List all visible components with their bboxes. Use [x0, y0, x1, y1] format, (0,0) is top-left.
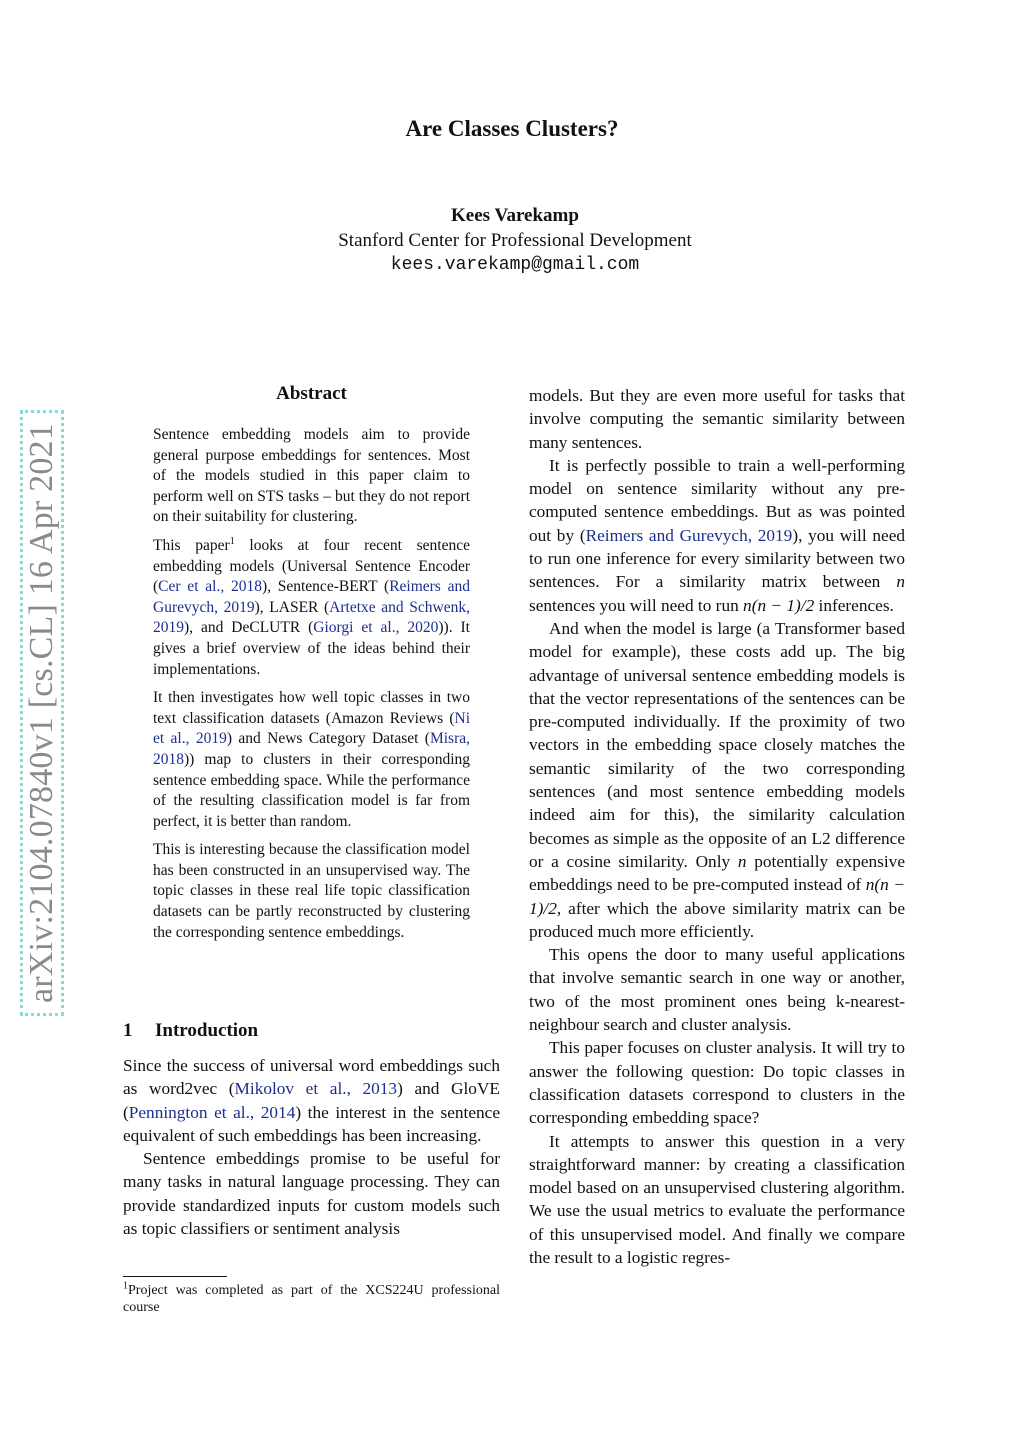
arxiv-identifier: arXiv:2104.07840v1 [cs.CL] 16 Apr 2021	[23, 423, 60, 1003]
citation-link[interactable]: Reimers and Gurevych, 2019	[585, 525, 793, 545]
paper-title: Are Classes Clusters?	[405, 116, 619, 141]
citation-link[interactable]: Mikolov et al., 2013	[234, 1079, 398, 1099]
abstract-paragraph: This is interesting because the classification model has been constructed in an unsupervised way. The topic classes in these real life topic classification datasets can be partly reconstructed by clustering the corresponding sentence embeddings.	[153, 841, 470, 941]
math-expression: n(n − 1)/2	[743, 595, 815, 615]
arxiv-stamp	[20, 410, 64, 1016]
body-paragraph: And when the model is large (a Transformer based model for example), these costs add up. The big advantage of universal sentence embedding models is that the vector representations of the sentences can be pre-computed individually. If the proximity of two vectors in the embedding space closely matches the semantic similarity of the two corresponding sentences (and most sentence embedding models indeed aim for this), the similarity calculation becomes as simple as the opposite of an L2 difference or a cosine similarity. Only n potentially expensive embeddings need to be pre-computed instead of n(n − 1)/2, after which the above similarity matrix can be produced much more efficiently.	[529, 618, 905, 941]
author-affiliation: Stanford Center for Professional Development	[338, 230, 692, 251]
abstract-paragraph: Sentence embedding models aim to provide general purpose embeddings for sentences. Most of the models studied in this paper claim to perform well on STS tasks – but they do not report on their suitability for clustering.	[153, 426, 470, 526]
body-paragraph: It attempts to answer this question in a very straightforward manner: by creating a classification model based on an unsupervised clustering algorithm. We use the usual metrics to evaluate the performance of this unsupervised model. And finally we compare the result to a logistic regres-	[529, 1131, 905, 1267]
author-name: Kees Varekamp	[451, 205, 579, 226]
math-expression: n	[737, 851, 747, 871]
introduction-text	[123, 1054, 500, 1240]
abstract-paragraph: It then investigates how well topic classes in two text classification datasets (Amazon Reviews (Ni et al., 2019) and News Category Dataset (Misra, 2018)) map to clusters in their corresponding sentence embedding space. While the performance of the resulting classification model is far from perfect, it is better than random.	[153, 689, 471, 830]
left-column	[123, 1020, 500, 1240]
citation-link[interactable]: Pennington et al., 2014	[128, 1102, 296, 1122]
abstract-body	[153, 425, 470, 951]
math-expression: n(n − 1)/2	[529, 875, 905, 918]
author-email[interactable]: kees.varekamp@gmail.com	[390, 255, 640, 275]
footnote-marker: 1	[123, 1280, 128, 1292]
body-paragraph: This paper focuses on cluster analysis. It will try to answer the following question: Do topic classes in classification datasets correspond to clusters in the corresponding embedding space?	[529, 1038, 905, 1128]
body-paragraph: It is perfectly possible to train a well-performing model on sentence similarity without any pre-computed sentence embeddings. But as was pointed out by (Reimers and Gurevych, 2019), you will need to run one inference for every similarity between two sentences. For a similarity matrix between n sentences you will need to run n(n − 1)/2 inferences.	[529, 455, 906, 615]
footnote: $^1$Project was completed as part of the XCS224U professional course	[123, 1280, 500, 1315]
author-block	[0, 203, 1024, 278]
citation-link[interactable]: Ni et al., 2019	[153, 709, 470, 748]
abstract-paragraph: This paper$^1$ looks at four recent sentence embedding models (Universal Sentence Encoder (Cer et al., 2018), Sentence-BERT (Reimers and Gurevych, 2019), LASER (Artetxe and Schwenk, 2019), and DeCLUTR (Giorgi et al., 2020)). It gives a brief overview of the ideas behind their implementations.	[153, 535, 471, 678]
abstract-heading: Abstract	[276, 383, 347, 404]
body-paragraph: Since the success of universal word embeddings such as word2vec (Mikolov et al., 2013) and GloVE (Pennington et al., 2014) the interest in the sentence equivalent of such embeddings has been increasing.	[123, 1056, 500, 1145]
body-paragraph: This opens the door to many useful applications that involve semantic search in one way or another, two of the most prominent ones being k-nearest-neighbour search and cluster analysis.	[529, 945, 905, 1035]
citation-link[interactable]: Cer et al., 2018	[158, 578, 262, 596]
section-title: Introduction	[155, 1020, 259, 1041]
body-paragraph: Sentence embeddings promise to be useful for many tasks in natural language processing. They can provide standardized inputs for custom models such as topic classifiers or sentiment analysis	[123, 1149, 500, 1239]
right-column	[529, 384, 905, 1269]
footnote-divider	[123, 1276, 227, 1277]
citation-link[interactable]: Giorgi et al., 2020	[313, 619, 439, 637]
section-number: 1	[123, 1020, 133, 1041]
math-expression: n	[896, 572, 905, 592]
section-heading-introduction	[123, 1020, 500, 1042]
body-paragraph: models. But they are even more useful for tasks that involve computing the semantic similarity between many sentences.	[529, 386, 905, 452]
citation-link[interactable]: Reimers and Gurevych, 2019	[153, 578, 470, 616]
footnote-marker[interactable]: 1	[229, 535, 235, 547]
citation-link[interactable]: Misra, 2018	[153, 730, 471, 768]
citation-link[interactable]: Artetxe and Schwenk, 2019	[153, 598, 470, 637]
